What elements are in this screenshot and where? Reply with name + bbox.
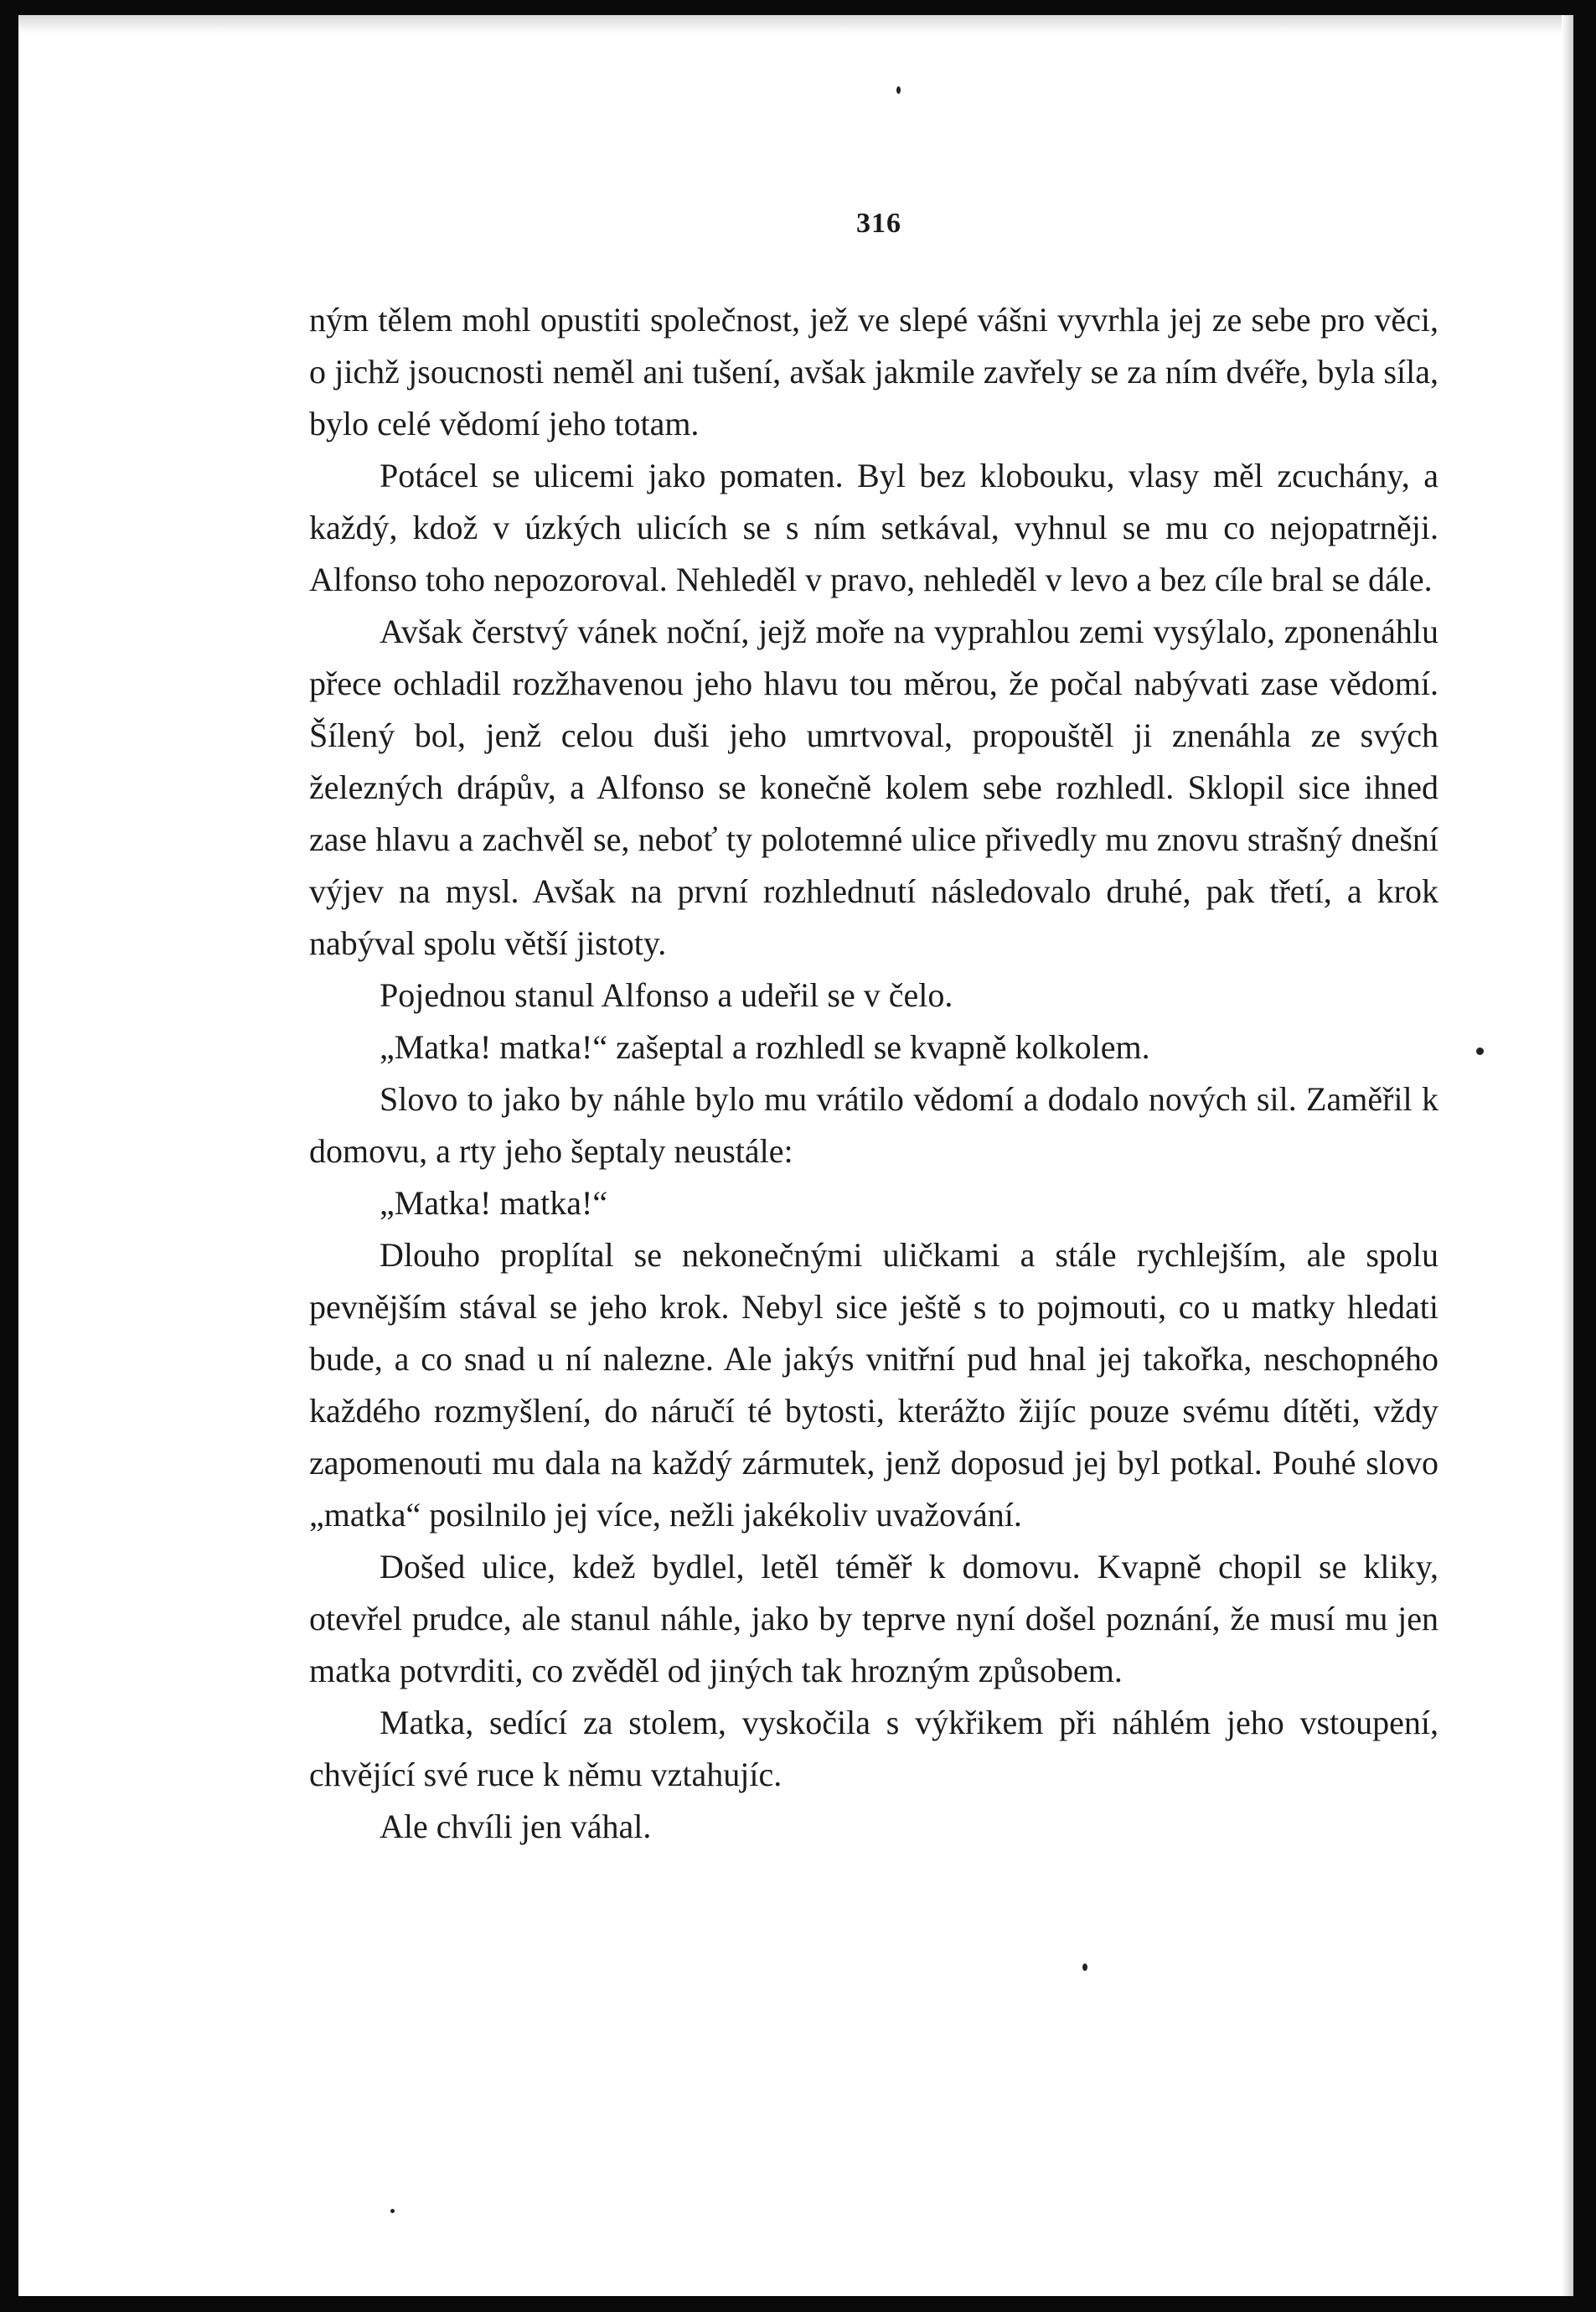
- paragraph: Matka, sedící za stolem, vyskočila s výkřikem při náhlém jeho vstoupení, chvějící své ruce k němu vztahujíc.: [309, 1704, 1438, 1793]
- paragraph: Pojednou stanul Alfonso a udeřil se v čelo.: [380, 976, 953, 1014]
- scan-speck: [390, 2209, 395, 2213]
- paragraph: ným tělem mohl opustiti společnost, jež ve slepé vášni vyvrhla jej ze sebe pro věci, o jichž jsoucnosti neměl ani tušení, avšak jakmile zavřely se za ním dvéře, byla síla, bylo celé vědomí jeho totam.: [309, 301, 1438, 442]
- scan-speck: [896, 86, 901, 94]
- paragraph: Avšak čerstvý vánek noční, jejž moře na vyprahlou zemi vysýlalo, zponenáhlu přece ochladil rozžhavenou jeho hlavu tou měrou, že počal nabývati zase vědomí. Šílený bol, jenž celou duši jeho umrtvoval, propouštěl ji znenáhla ze svých železných drápův, a Alfonso se konečně kolem sebe rozhledl. Sklopil sice ihned zase hlavu a zachvěl se, neboť ty polotemné ulice přivedly mu znovu strašný dnešní výjev na mysl. Avšak na první rozhlednutí následovalo druhé, pak třetí, a krok nabýval spolu větší jistoty.: [309, 613, 1438, 962]
- page-number: 316: [856, 208, 901, 239]
- paragraph: Dlouho proplítal se nekonečnými uličkami a stále rychlejším, ale spolu pevnějším stával se jeho krok. Nebyl sice ještě s to pojmouti, co u matky hledati bude, a co snad u ní nalezne. Ale jakýs vnitřní pud hnal jej takořka, neschopného každého rozmyšlení, do náručí té bytosti, kterážto žijíc pouze svému dítěti, vždy zapomenouti mu dala na každý zármutek, jenž doposud jej byl potkal. Pouhé slovo „matka“ posilnilo jej více, nežli jakékoliv uvažování.: [309, 1236, 1438, 1534]
- paragraph: „Matka! matka!“: [380, 1184, 608, 1222]
- scan-speck: [1476, 1047, 1484, 1055]
- book-page: [18, 15, 1573, 2296]
- body-text: [309, 294, 1438, 1853]
- paragraph: Ale chvíli jen váhal.: [380, 1808, 652, 1845]
- paragraph: Potácel se ulicemi jako pomaten. Byl bez klobouku, vlasy měl zcuchány, a každý, kdož v úzkých ulicích se s ním setkával, vyhnul se mu co nejopatrněji. Alfonso toho nepozoroval. Nehleděl v pravo, nehleděl v levo a bez cíle bral se dále.: [309, 457, 1438, 598]
- paragraph: Slovo to jako by náhle bylo mu vrátilo vědomí a dodalo nových sil. Zaměřil k domovu, a rty jeho šeptaly neustále:: [309, 1080, 1438, 1170]
- page-right-shadow: [1562, 15, 1573, 2296]
- page-top-shadow: [18, 15, 1573, 34]
- paragraph: „Matka! matka!“ zašeptal a rozhledl se kvapně kolkolem.: [380, 1028, 1150, 1066]
- paragraph: Došed ulice, kdež bydlel, letěl téměř k domovu. Kvapně chopil se kliky, otevřel prudce, ale stanul náhle, jako by teprve nyní došel poznání, že musí mu jen matka potvrditi, co zvěděl od jiných tak hrozným způsobem.: [309, 1548, 1438, 1689]
- scan-speck: [1082, 1963, 1087, 1971]
